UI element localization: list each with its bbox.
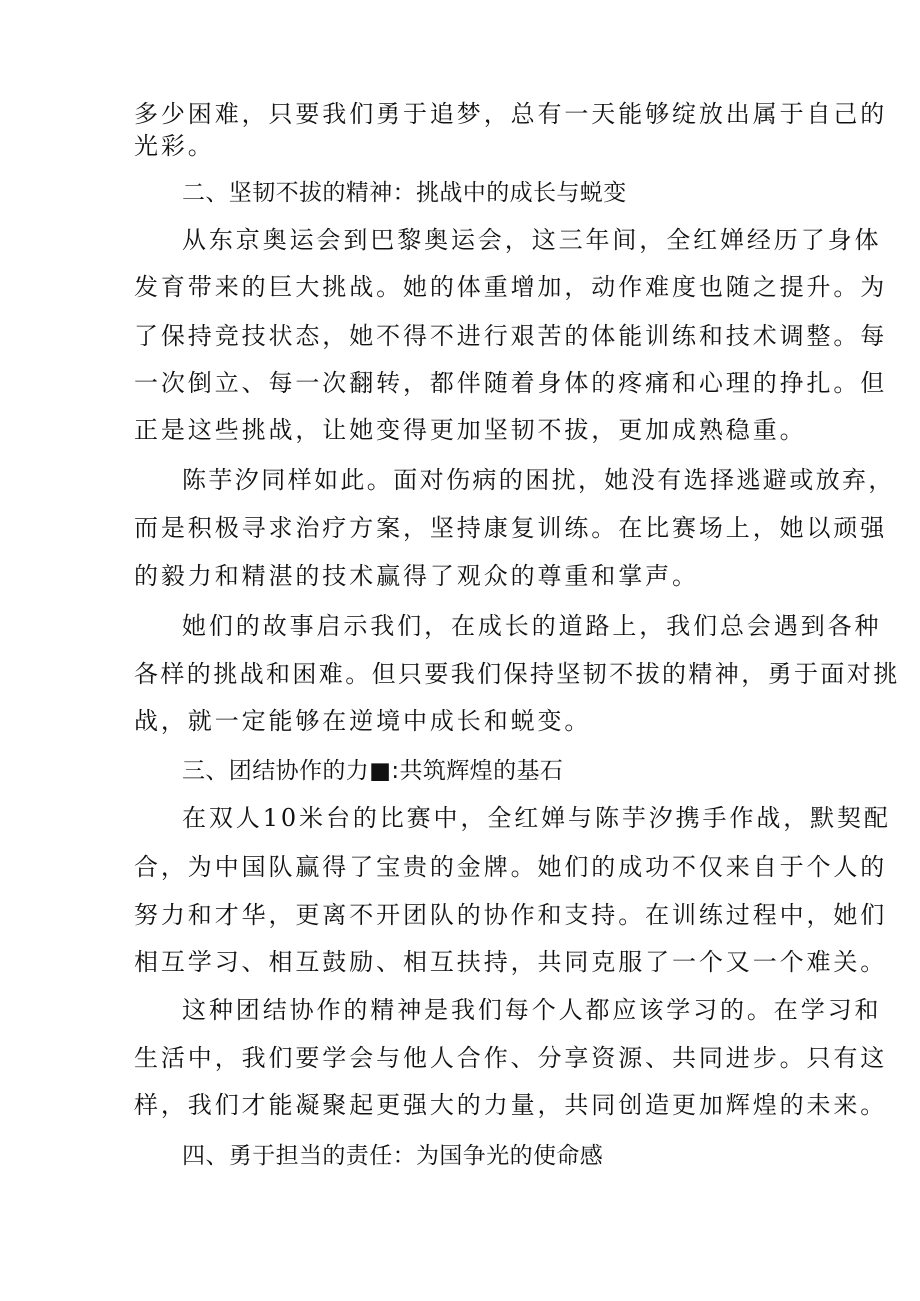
section-2-para-2-line-2: 而是积极寻求治疗方案，坚持康复训练。在比赛场上，她以顽强	[134, 514, 888, 542]
section-3-para-1-line-2: 合，为中国队赢得了宝贵的金牌。她们的成功不仅来自于个人的	[134, 853, 888, 881]
section-3-para-1-line-4: 相互学习、相互鼓励、相互扶持，共同克服了一个又一个难关。	[134, 948, 888, 976]
section-2-para-2-line-3: 的毅力和精湛的技术赢得了观众的尊重和掌声。	[134, 562, 699, 590]
section-2-para-1-line-2: 发育带来的巨大挑战。她的体重增加，动作难度也随之提升。为	[134, 273, 888, 301]
section-3-para-2-line-2: 生活中，我们要学会与他人合作、分享资源、共同进步。只有这	[134, 1044, 888, 1072]
section-3-para-1-line-3: 努力和才华，更离不开团队的协作和支持。在训练过程中，她们	[134, 901, 888, 929]
intro-line-2: 光彩。	[134, 132, 215, 160]
section-3-para-2-line-1: 这种团结协作的精神是我们每个人都应该学习的。在学习和	[182, 996, 882, 1024]
intro-line-1: 多少困难，只要我们勇于追梦，总有一天能够绽放出属于自己的	[134, 100, 888, 128]
section-2-para-1-line-5: 正是这些挑战，让她变得更加坚韧不拔，更加成熟稳重。	[134, 416, 807, 444]
section-2-para-1-line-1: 从东京奥运会到巴黎奥运会，这三年间，全红婵经历了身体	[182, 226, 882, 254]
section-2-para-2-line-1: 陈芋汐同样如此。面对伤病的困扰，她没有选择逃避或放弃，	[182, 466, 895, 494]
section-3-para-2-line-3: 样，我们才能凝聚起更强大的力量，共同创造更加辉煌的未来。	[134, 1091, 888, 1119]
section-2-para-3-line-1: 她们的故事启示我们，在成长的道路上，我们总会遇到各种	[182, 612, 882, 640]
section-2-para-3-line-3: 战，就一定能够在逆境中成长和蜕变。	[134, 707, 592, 735]
section-2-para-3-line-2: 各样的挑战和困难。但只要我们保持坚韧不拔的精神，勇于面对挑	[134, 660, 900, 688]
section-3-heading: 三、团结协作的力■:共筑辉煌的基石	[182, 758, 564, 784]
section-2-heading: 二、坚韧不拔的精神：挑战中的成长与蜕变	[182, 180, 627, 206]
section-2-para-1-line-4: 一次倒立、每一次翻转，都伴随着身体的疼痛和心理的挣扎。但	[134, 369, 888, 397]
section-3-para-1-line-1: 在双人10米台的比赛中，全红婵与陈芋汐携手作战，默契配	[182, 804, 891, 832]
section-2-para-1-line-3: 了保持竞技状态，她不得不进行艰苦的体能训练和技术调整。每	[134, 322, 888, 350]
section-4-heading: 四、勇于担当的责任：为国争光的使命感	[182, 1143, 604, 1169]
